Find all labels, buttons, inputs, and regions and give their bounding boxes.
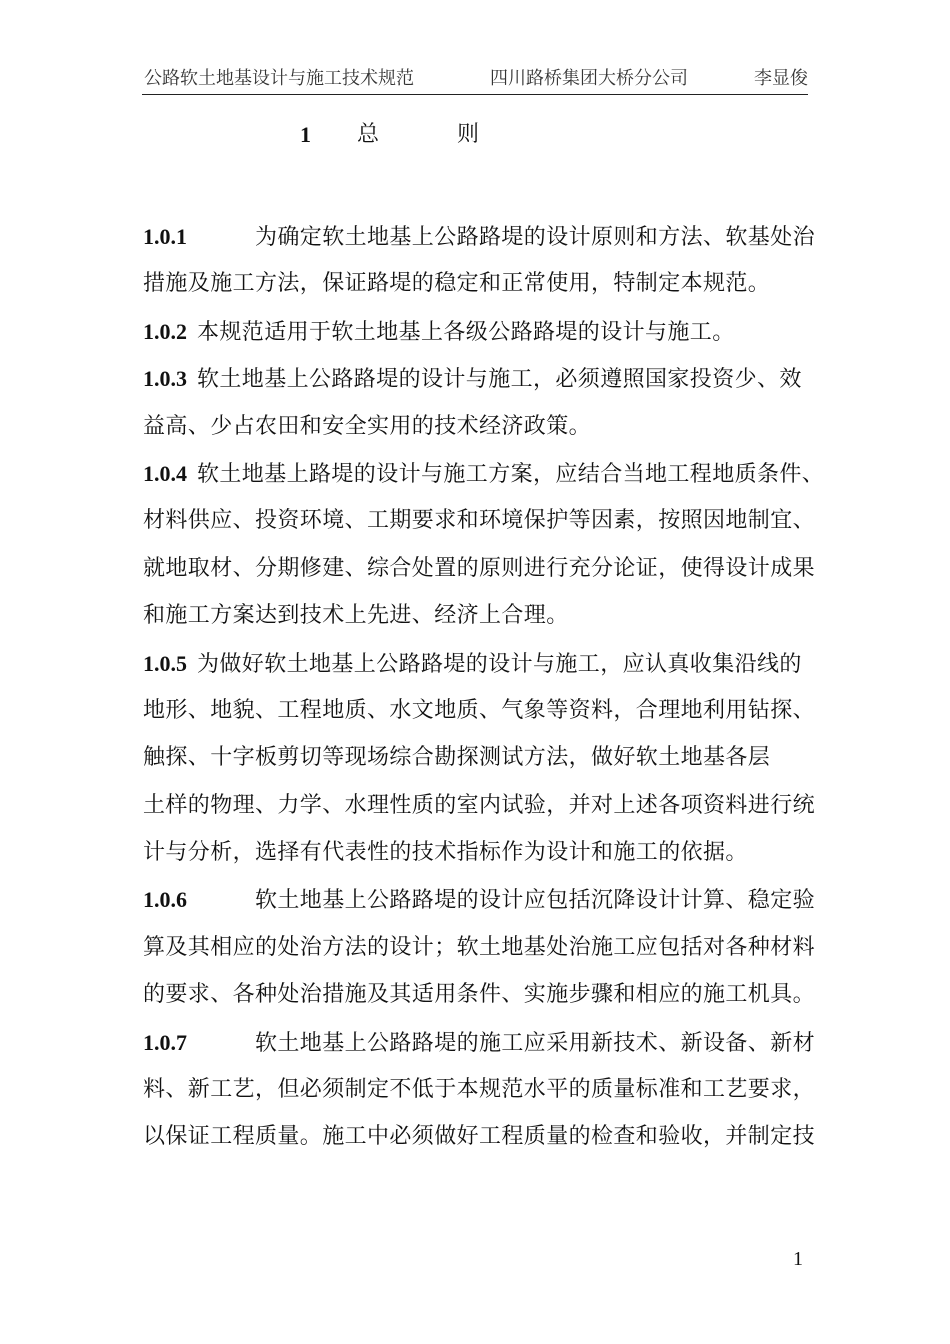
clause-line — [143, 1019, 816, 1066]
chapter-title-char-1: 总 — [357, 122, 380, 147]
body-text — [143, 213, 825, 1161]
clause-number: 1.0.7 — [143, 1029, 187, 1055]
clause-text: 软土地基上公路路堤的设计与施工，必须遵照国家投资少、效 — [197, 367, 802, 393]
clause-number: 1.0.4 — [143, 460, 187, 486]
clause-line — [143, 355, 813, 402]
clause-number: 1.0.1 — [143, 224, 187, 249]
clause-line: 材料供应、投资环境、工期要求和环境保护等因素，按照因地制宜、 — [143, 508, 816, 534]
chapter-number: 1 — [300, 122, 311, 147]
chapter-title-char-2: 则 — [457, 122, 480, 147]
clause-line: 以保证工程质量。施工中必须做好工程质量的检查和验收，并制定技 — [143, 1124, 816, 1150]
clause-line — [143, 640, 813, 687]
clause-number: 1.0.3 — [143, 366, 187, 392]
clause-line — [143, 213, 816, 260]
clause-line: 和施工方案达到技术上先进、经济上合理。 — [143, 603, 569, 629]
clause-number: 1.0.2 — [143, 318, 187, 344]
clause-text: 本规范适用于软土地基上各级公路路堤的设计与施工。 — [197, 319, 735, 345]
clause-number: 1.0.6 — [143, 887, 187, 913]
clause-line: 算及其相应的处治方法的设计；软土地基处治施工应包括对各种材料 — [143, 934, 816, 960]
clause-line — [143, 450, 825, 497]
clause-number: 1.0.5 — [143, 650, 187, 676]
clause-line: 触探、十字板剪切等现场综合勘探测试方法，做好软土地基各层 — [143, 745, 771, 771]
clause-text: 软土地基上路堤的设计与施工方案，应结合当地工程地质条件、 — [197, 461, 825, 487]
clause-line — [143, 308, 813, 355]
clause-line: 地形、地貌、工程地质、水文地质、气象等资料，合理地利用钻探、 — [143, 697, 816, 723]
clause-text: 为做好软土地基上公路路堤的设计与施工，应认真收集沿线的 — [197, 651, 802, 677]
clause-line: 益高、少占农田和安全实用的技术经济政策。 — [143, 413, 592, 439]
header-author: 李显俊 — [754, 68, 808, 89]
clause-text: 软土地基上公路路堤的设计应包括沉降设计计算、稳定验 — [255, 888, 816, 914]
clause-text: 软土地基上公路路堤的施工应采用新技术、新设备、新材 — [255, 1030, 816, 1056]
clause-line: 措施及施工方法，保证路堤的稳定和正常使用，特制定本规范。 — [143, 271, 771, 297]
clause-line: 计与分析，选择有代表性的技术指标作为设计和施工的依据。 — [143, 840, 748, 866]
clause-line: 的要求、各种处治措施及其适用条件、实施步骤和相应的施工机具。 — [143, 982, 816, 1008]
clause-line: 土样的物理、力学、水理性质的室内试验，并对上述各项资料进行统 — [143, 792, 816, 818]
page-number: 1 — [793, 1248, 803, 1270]
clause-text: 为确定软土地基上公路路堤的设计原则和方法、软基处治 — [255, 225, 816, 250]
clause-line: 就地取材、分期修建、综合处置的原则进行充分论证，使得设计成果 — [143, 555, 816, 581]
page-header — [142, 66, 808, 95]
header-document-title: 公路软土地基设计与施工技术规范 — [144, 68, 414, 89]
clause-line: 料、新工艺，但必须制定不低于本规范水平的质量标准和工艺要求， — [143, 1077, 816, 1103]
header-organization: 四川路桥集团大桥分公司 — [490, 68, 688, 89]
clause-line — [143, 876, 816, 923]
